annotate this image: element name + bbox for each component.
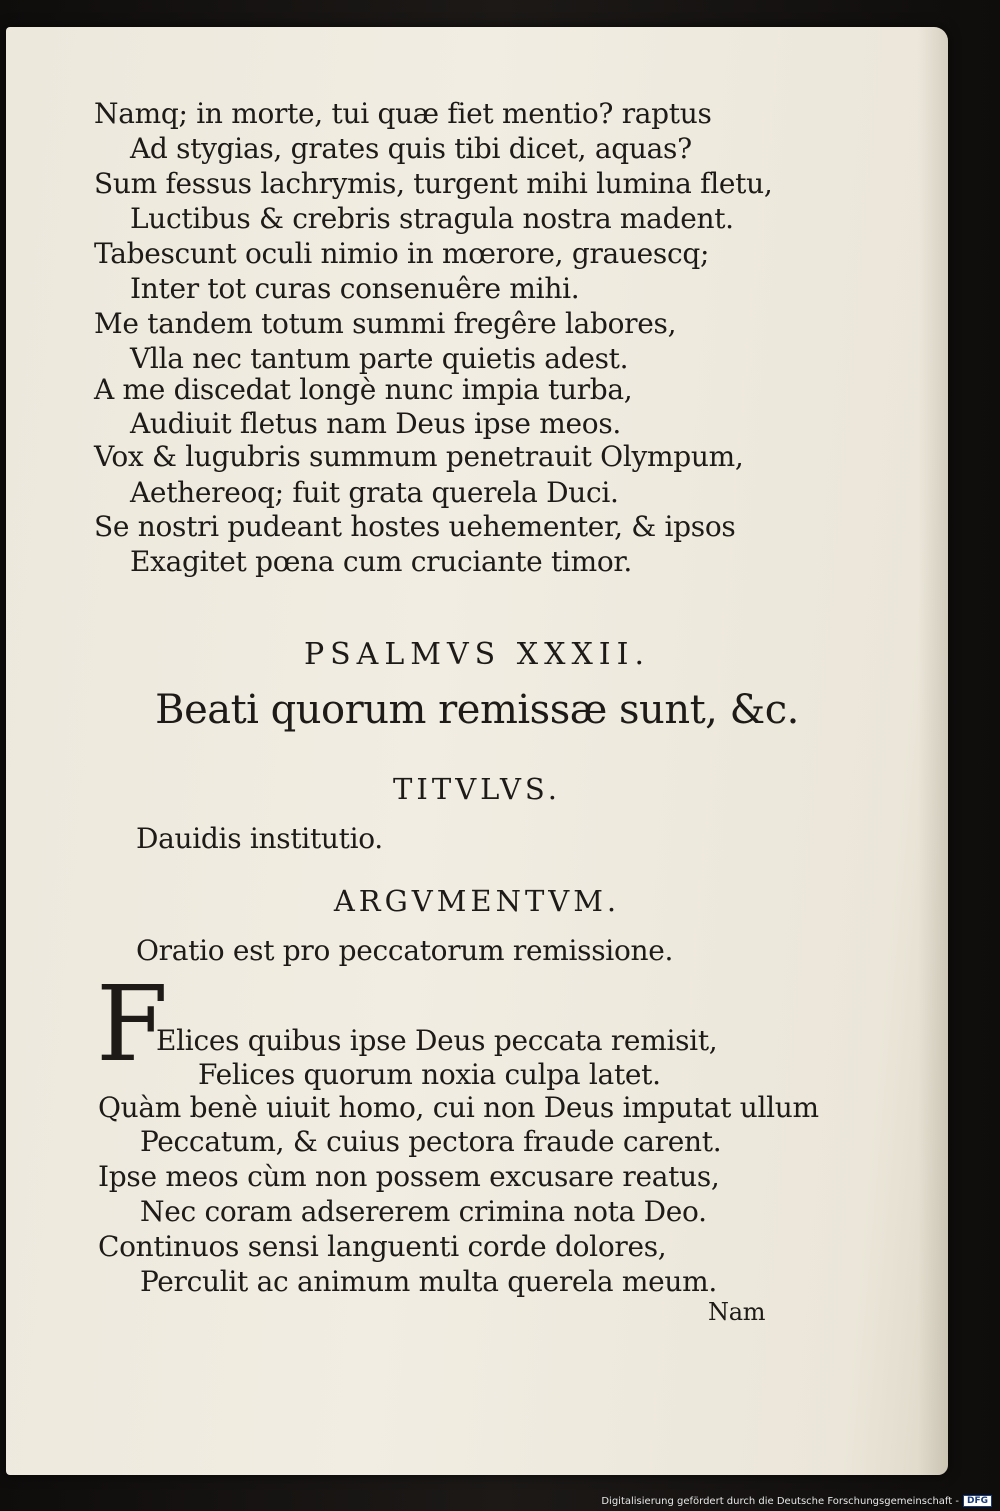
verse-line: Tabescunt oculi nimio in mœrore, grauescq; [94,237,710,270]
catchword: Nam [708,1298,766,1326]
argumentum-heading: ARGVMENTVM. [333,884,621,918]
digitization-credit [601,1495,992,1507]
page-text [6,27,948,1475]
verse-line: Inter tot curas consenuêre mihi. [130,272,580,305]
verse-line: Felices quorum noxia culpa latet. [198,1058,661,1091]
titulus-text: Dauidis institutio. [136,822,383,855]
verse-line: Ipse meos cùm non possem excusare reatus, [98,1160,720,1193]
verse-line: Continuos sensi languenti corde dolores, [98,1230,667,1263]
verse-line: Vox & lugubris summum penetrauit Olympum, [94,440,744,473]
verse-line: Nec coram adsererem crimina nota Deo. [140,1195,707,1228]
credit-text: Digitalisierung gefördert durch die Deutsche Forschungsgemeinschaft - [601,1495,959,1507]
book-page [6,27,948,1475]
verse-line: Exagitet pœna cum cruciante timor. [130,545,632,578]
verse-line: Aethereoq; fuit grata querela Duci. [130,476,619,509]
verse-line: Luctibus & crebris stragula nostra madent. [130,202,734,235]
verse-line: Peccatum, & cuius pectora fraude carent. [140,1125,722,1158]
titulus-heading: TITVLVS. [393,772,561,806]
verse-line: Ad stygias, grates quis tibi dicet, aquas? [130,132,692,165]
verse-line: Vlla nec tantum parte quietis adest. [130,342,629,375]
argumentum-text: Oratio est pro peccatorum remissione. [136,934,674,967]
psalm-heading: PSALMVS XXXII. [303,637,651,672]
verse-line: A me discedat longè nunc impia turba, [94,373,633,406]
verse-line: Quàm benè uiuit homo, cui non Deus imputat ullum [98,1091,819,1124]
verse-line: Elices quibus ipse Deus peccata remisit, [156,1024,718,1057]
verse-line: Se nostri pudeant hostes uehementer, & ipsos [94,510,736,543]
verse-line: Me tandem totum summi fregêre labores, [94,307,677,340]
verse-line: Sum fessus lachrymis, turgent mihi lumina fletu, [94,167,773,200]
psalm-incipit: Beati quorum remissæ sunt, &c. [155,687,799,733]
drop-cap-initial: F [96,963,169,1085]
verse-line: Audiuit fletus nam Deus ipse meos. [130,407,621,440]
verse-line: Namq; in morte, tui quæ fiet mentio? raptus [94,97,712,130]
dfg-logo-icon: DFG [963,1495,992,1507]
verse-line: Perculit ac animum multa querela meum. [140,1265,717,1298]
